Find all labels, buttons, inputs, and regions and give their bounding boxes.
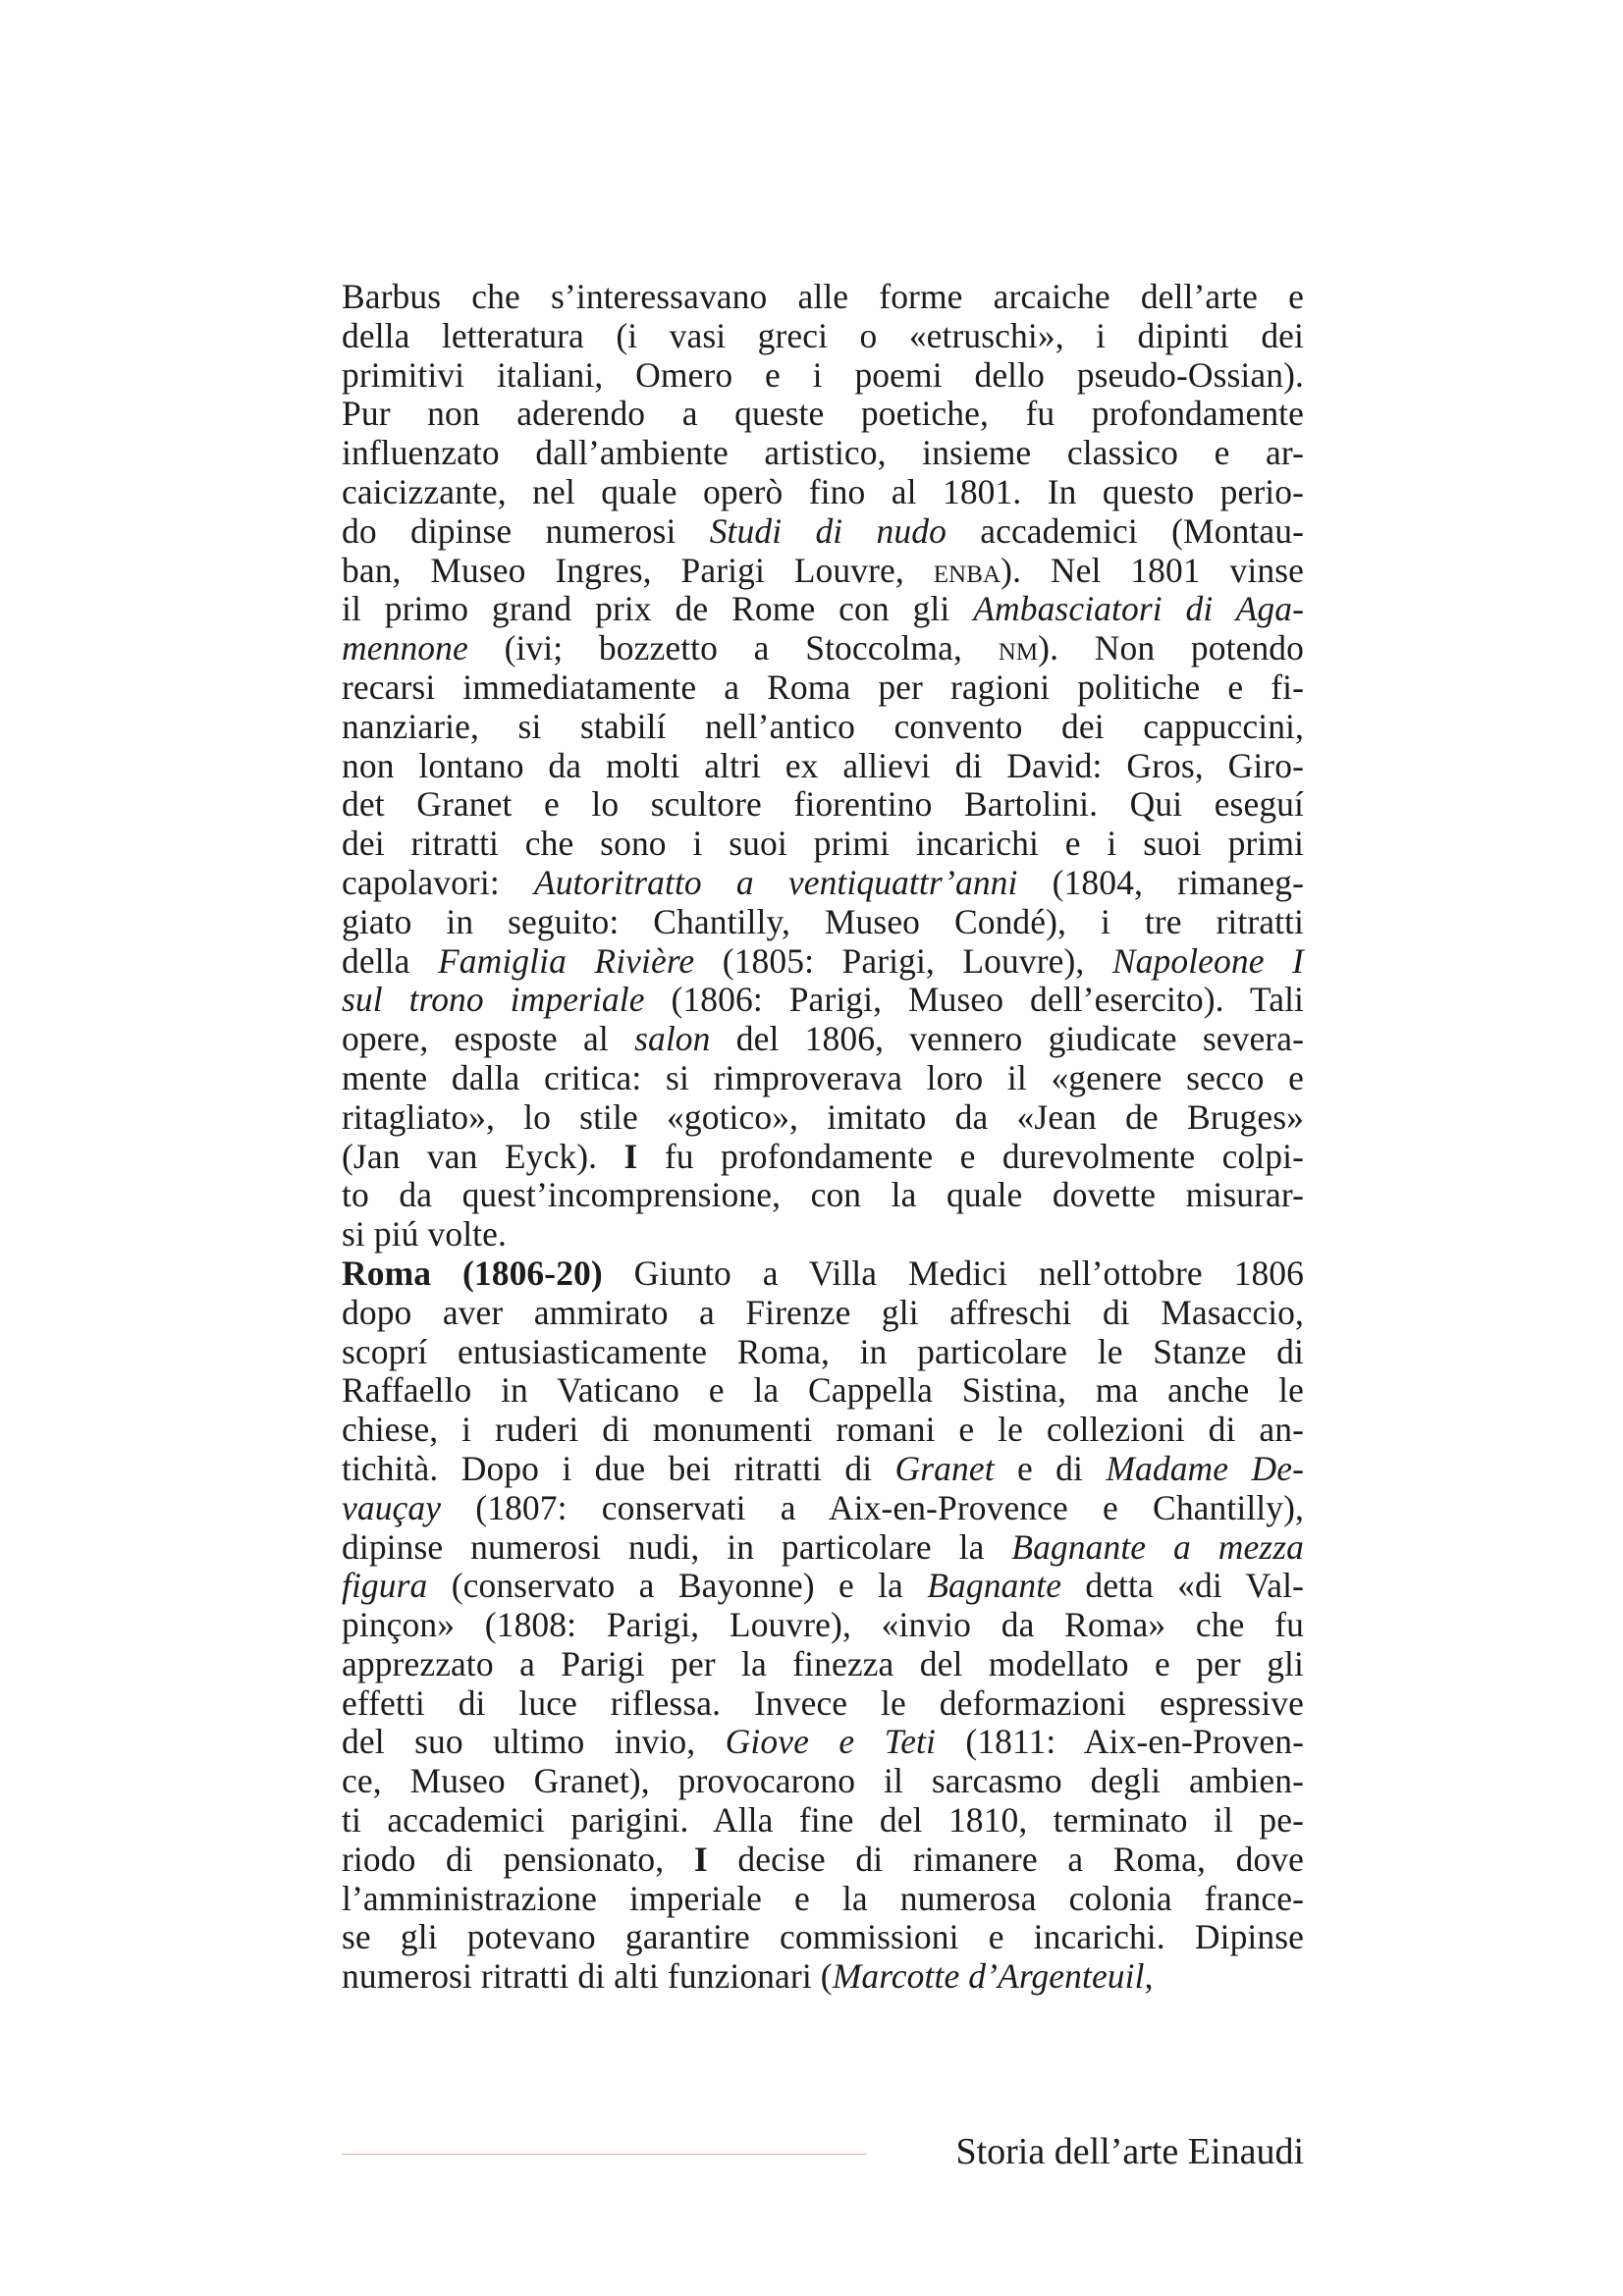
text-run: non lontano da molti altri ex allievi di David: Gros, Giro- (342, 745, 1304, 785)
text-run: Raffaello in Vaticano e la Cappella Sistina, ma anche le (342, 1370, 1304, 1411)
text-run: numerosi ritratti di alti funzionari ( (342, 1956, 833, 1997)
text-line (342, 1841, 1304, 1880)
text-run: to da quest’incomprensione, con la quale dovette misurar- (342, 1175, 1304, 1215)
text-line (342, 1684, 1304, 1724)
text-line (342, 1528, 1304, 1568)
text-run: effetti di luce riflessa. Invece le deformazioni espressive (342, 1682, 1304, 1723)
text-line (342, 903, 1304, 942)
footer-title: Storia dell’arte Einaudi (955, 2131, 1304, 2172)
text-run: opere, esposte al (342, 1019, 635, 1059)
text-line (342, 1450, 1304, 1489)
text-run: dipinse numerosi nudi, in particolare la (342, 1526, 1012, 1567)
text-line (342, 1606, 1304, 1645)
text-line (342, 942, 1304, 982)
text-run: recarsi immediatamente a Roma per ragioni politiche e fi- (342, 667, 1304, 707)
text-run: do dipinse numerosi (342, 510, 710, 551)
text-line (342, 512, 1304, 552)
text-line (342, 629, 1304, 668)
text-run: accademici (Montau- (946, 510, 1305, 551)
text-run: ritagliato», lo stile «gotico», imitato da «Jean de Bruges» (342, 1096, 1304, 1137)
text-run: (1806: Parigi, Museo dell’esercito). Tali (644, 980, 1304, 1020)
text-line (342, 552, 1304, 591)
text-run: l’amministrazione imperiale e la numerosa colonia france- (342, 1878, 1304, 1918)
italic-title: mennone (342, 628, 468, 668)
text-run: (1805: Parigi, Louvre), (694, 940, 1112, 981)
text-run: (1807: conservati a Aix-en-Provence e Chantilly), (441, 1487, 1304, 1527)
text-run: se gli potevano garantire commissioni e incarichi. Dipinse (342, 1917, 1304, 1957)
text-line (342, 1411, 1304, 1450)
text-run: della letteratura (i vasi greci o «etruschi», i dipinti dei (342, 315, 1304, 355)
text-run: mente dalla critica: si rimproverava loro il «genere secco e (342, 1057, 1304, 1097)
text-run: si piú volte. (342, 1214, 507, 1255)
text-line (342, 668, 1304, 708)
text-run: (1811: Aix-en-Proven- (935, 1722, 1304, 1762)
italic-title: Marcotte d’Argenteuil (832, 1956, 1145, 1997)
italic-title: Granet (894, 1448, 995, 1488)
italic-title: Giove e Teti (725, 1722, 936, 1762)
text-run: (Jan van Eyck). (342, 1136, 624, 1176)
text-line (342, 1059, 1304, 1098)
text-run: caicizzante, nel quale operò fino al 1801. In questo perio- (342, 471, 1304, 511)
text-line (342, 1723, 1304, 1762)
text-line (342, 981, 1304, 1020)
italic-title: vauçay (342, 1487, 442, 1527)
text-line (342, 1801, 1304, 1841)
page-footer (342, 2120, 1304, 2179)
text-run: pinçon» (1808: Parigi, Louvre), «invio da Roma» che fu (342, 1605, 1304, 1645)
text-line (342, 317, 1304, 356)
text-line (342, 278, 1304, 317)
text-run: riodo di pensionato, (342, 1839, 694, 1879)
text-run: ). Non potendo (1038, 628, 1304, 668)
italic-title: salon (634, 1019, 711, 1059)
text-line (342, 1880, 1304, 1919)
body-text (342, 278, 1304, 1997)
text-run: chiese, i ruderi di monumenti romani e le collezioni di an- (342, 1410, 1304, 1450)
text-line (342, 1333, 1304, 1372)
small-caps-abbrev: enba (933, 550, 1001, 590)
text-run: capolavori: (342, 862, 534, 902)
text-run: del 1806, vennero giudicate severa- (710, 1019, 1304, 1059)
text-run: dei ritratti che sono i suoi primi incarichi e i suoi primi (342, 824, 1304, 864)
text-line (342, 1957, 1304, 1997)
footer-rule (342, 2154, 867, 2155)
text-line (342, 1371, 1304, 1411)
text-line (342, 1489, 1304, 1528)
text-run: ). Nel 1801 vinse (1001, 550, 1304, 590)
text-run: dopo aver ammirato a Firenze gli affreschi di Masaccio, (342, 1292, 1304, 1332)
text-run: del suo ultimo invio, (342, 1722, 726, 1762)
text-run: nanziarie, si stabilí nell’antico convento dei cappuccini, (342, 706, 1304, 746)
italic-title: Madame De- (1106, 1448, 1304, 1488)
text-run: (ivi; bozzetto a Stoccolma, (467, 628, 999, 668)
italic-title: Autoritratto a ventiquattr’anni (533, 862, 1018, 902)
italic-title: sul trono imperiale (342, 980, 645, 1020)
text-run: influenzato dall’ambiente artistico, insieme classico e ar- (342, 433, 1304, 473)
text-line (342, 1176, 1304, 1215)
text-run: giato in seguito: Chantilly, Museo Condé), i tre ritratti (342, 901, 1304, 941)
bold-heading: Roma (1806-20) (342, 1253, 603, 1293)
italic-title: Bagnante a mezza (1011, 1526, 1304, 1567)
italic-title: Studi di nudo (709, 510, 947, 551)
text-line (342, 1918, 1304, 1957)
text-line (342, 1762, 1304, 1801)
text-run: ti accademici parigini. Alla fine del 1810, terminato il pe- (342, 1800, 1304, 1841)
text-run: scoprí entusiasticamente Roma, in particolare le Stanze di (342, 1331, 1304, 1371)
text-run: ban, Museo Ingres, Parigi Louvre, (342, 550, 934, 590)
text-line (342, 747, 1304, 786)
text-run: ce, Museo Granet), provocarono il sarcasmo degli ambien- (342, 1761, 1304, 1801)
italic-title: Famiglia Rivière (437, 940, 695, 981)
text-run: Pur non aderendo a queste poetiche, fu profondamente (342, 394, 1304, 434)
text-run: tichità. Dopo i due bei ritratti di (342, 1448, 895, 1488)
text-run: della (342, 940, 438, 981)
text-line (342, 1138, 1304, 1177)
text-line (342, 864, 1304, 903)
text-line (342, 1020, 1304, 1059)
text-line (342, 785, 1304, 825)
text-line (342, 1098, 1304, 1138)
text-run: apprezzato a Parigi per la finezza del modellato e per gli (342, 1643, 1304, 1683)
text-run: Barbus che s’interessavano alle forme arcaiche dell’arte e (342, 277, 1304, 316)
bold-heading: I (623, 1136, 638, 1176)
text-line (342, 825, 1304, 864)
text-run: decise di rimanere a Roma, dove (707, 1839, 1305, 1879)
text-line (342, 1567, 1304, 1606)
italic-title: Ambasciatori di Aga- (973, 589, 1304, 629)
text-line (342, 1215, 1304, 1255)
text-run: primitivi italiani, Omero e i poemi dello pseudo-Ossian). (342, 354, 1304, 395)
text-run: detta «di Val- (1061, 1566, 1304, 1606)
text-run: (1804, rimaneg- (1017, 862, 1304, 902)
text-run: det Granet e lo scultore fiorentino Bartolini. Qui eseguí (342, 784, 1304, 825)
text-line (342, 1294, 1304, 1333)
text-line (342, 473, 1304, 512)
italic-title: Bagnante (927, 1566, 1062, 1606)
text-line (342, 1255, 1304, 1294)
text-line (342, 1645, 1304, 1684)
bold-heading: I (693, 1839, 708, 1879)
text-run: (conservato a Bayonne) e la (427, 1566, 928, 1606)
text-line (342, 434, 1304, 473)
italic-title: figura (342, 1566, 428, 1606)
text-line (342, 590, 1304, 629)
text-run: Giunto a Villa Medici nell’ottobre 1806 (602, 1253, 1305, 1293)
text-line (342, 395, 1304, 434)
italic-title: Napoleone I (1111, 940, 1304, 981)
text-run: e di (994, 1448, 1107, 1488)
text-line (342, 708, 1304, 747)
text-line (342, 356, 1304, 396)
small-caps-abbrev: nm (998, 628, 1039, 668)
text-run: il primo grand prix de Rome con gli (342, 589, 974, 629)
text-run: fu profondamente e durevolmente colpi- (637, 1136, 1304, 1176)
text-run: , (1144, 1956, 1154, 1997)
